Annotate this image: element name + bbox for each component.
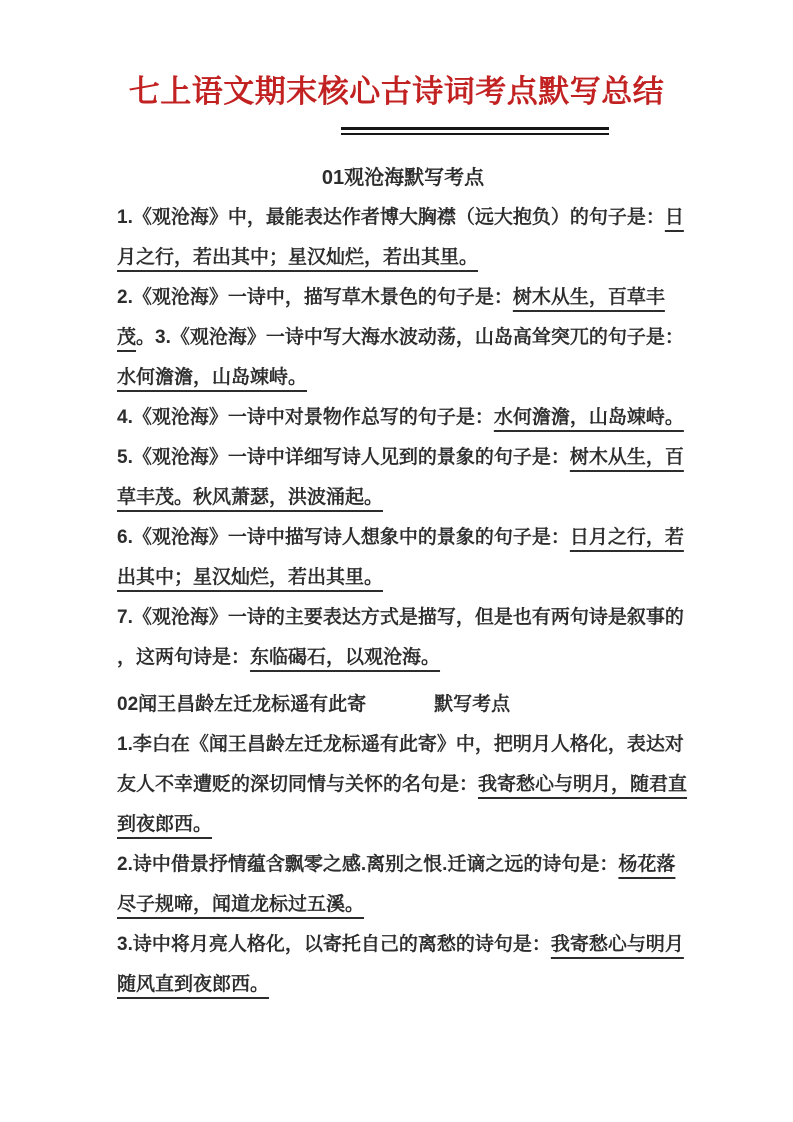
section-2-heading-title: 02闻王昌龄左迁龙标遥有此寄 [117, 694, 367, 715]
answer-text: 树木从生，百草丰茂 [117, 287, 665, 348]
document-body [0, 158, 793, 1005]
answer-text: 日月之行，若出其中；星汉灿烂，若出其里。 [117, 527, 684, 588]
question-text: 6.《观沧海》一诗中描写诗人想象中的景象的句子是： [117, 527, 570, 548]
question-text: 。3.《观沧海》一诗中写大海水波动荡，山岛高耸突兀的句子是： [136, 327, 684, 348]
answer-text: 水何澹澹，山岛竦峙。 [493, 407, 684, 428]
exam-item-1-1 [117, 198, 689, 278]
answer-text: 东临碣石，以观沧海。 [250, 647, 441, 668]
exam-item-1-4 [117, 398, 689, 438]
answer-text: 日月之行，若出其中；星汉灿烂，若出其里。 [117, 207, 684, 268]
title-double-rule [341, 127, 609, 135]
exam-item-2-3 [117, 925, 689, 1005]
question-text: 5.《观沧海》一诗中详细写诗人见到的景象的句子是： [117, 447, 570, 468]
question-text: 3.诗中将月亮人格化，以寄托自己的离愁的诗句是： [117, 934, 551, 955]
section-2-heading-suffix: 默写考点 [434, 694, 511, 715]
answer-text: 我寄愁心与明月随风直到夜郎西。 [117, 934, 684, 995]
exam-item-2-2 [117, 845, 689, 925]
section-2-heading [117, 685, 689, 725]
answer-text: 树木从生，百草丰茂。秋风萧瑟，洪波涌起。 [117, 447, 684, 508]
question-text: 4.《观沧海》一诗中对景物作总写的句子是： [117, 407, 494, 428]
section-1-heading: 01观沧海默写考点 [321, 167, 485, 189]
exam-item-1-6 [117, 518, 689, 598]
answer-text: 水何澹澹，山岛竦峙。 [117, 367, 308, 388]
question-text: 1.《观沧海》中，最能表达作者博大胸襟（远大抱负）的句子是： [117, 207, 665, 228]
question-text: 7.《观沧海》一诗的主要表达方式是描写，但是也有两句诗是叙事的 ，这两句诗是： [117, 607, 684, 668]
question-text: 2.诗中借景抒情蕴含飘零之感.离别之恨.迁谪之远的诗句是： [117, 854, 619, 875]
exam-item-2-1 [117, 725, 689, 845]
answer-text: 杨花落尽子规啼，闻道龙标过五溪。 [117, 854, 676, 915]
question-text: 2.《观沧海》一诗中，描写草木景色的句子是： [117, 287, 513, 308]
question-text: 1.李白在《闻王昌龄左迁龙标遥有此寄》中，把明月人格化，表达对友人不幸遭贬的深切同情与关怀的名句是： [117, 734, 684, 795]
page-title: 七上语文期末核心古诗词考点默写总结 [128, 74, 665, 109]
exam-item-1-5 [117, 438, 689, 518]
exam-item-1-7 [117, 598, 689, 678]
answer-text: 我寄愁心与明月，随君直到夜郎西。 [117, 774, 688, 835]
exam-item-1-2-3 [117, 278, 689, 398]
